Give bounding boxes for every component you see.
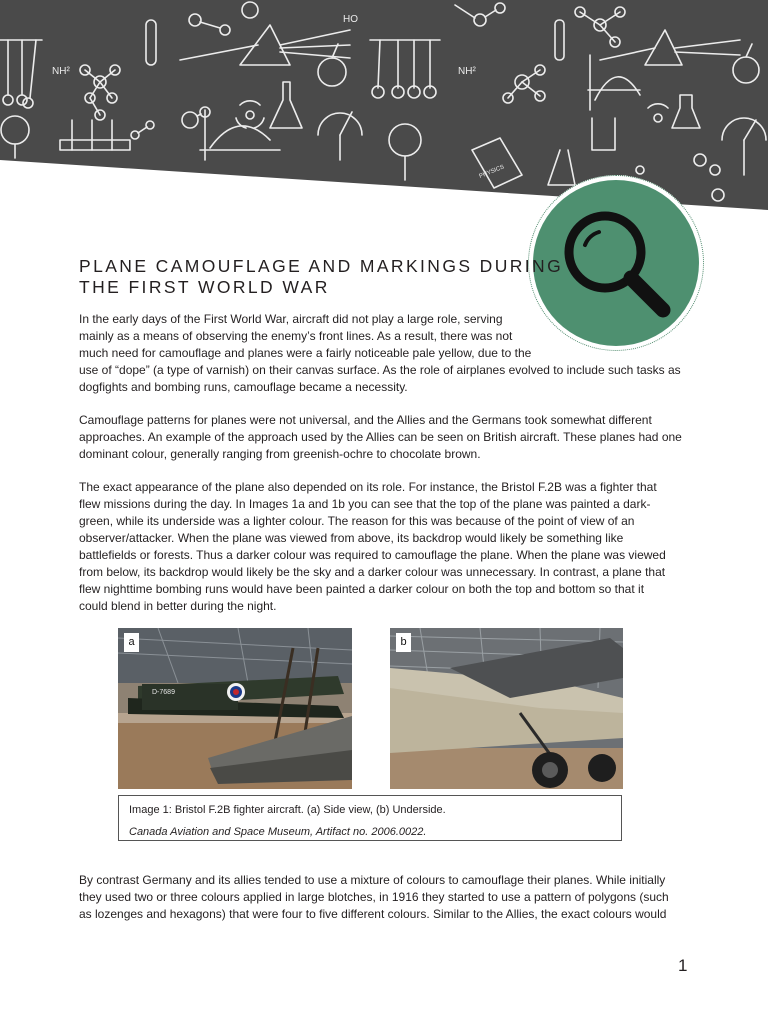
text-line: could blend in better during the night. [79,599,277,613]
text-line: flew missions during the day. In Images 1a and 1b you can see that the top of the plane was painted a dark- [79,497,651,511]
text-line: flew nighttime bombing runs would have been painted a darker colour on both the top and bottom so that it [79,582,645,596]
page-title [79,256,563,298]
text-line: dogfights and bombing runs, camouflage became a necessity. [79,380,408,394]
paragraph-intro [79,311,681,396]
text-line: Camouflage patterns for planes were not universal, and the Allies and the Germans took somewhat different [79,413,652,427]
text-line: observer/attacker. When the plane was viewed from above, its backdrop would likely be something like [79,531,624,545]
photo-side-view [118,628,352,789]
text-line: much need for camouflage and planes were a fairly noticeable pale yellow, due to the [79,346,532,360]
text-line: mainly as a means of observing the enemy’s front lines. As a result, there was not [79,329,513,343]
text-line: they used two or three colours applied in large blotches, in 1916 they started to use a pattern of polygons (such [79,890,669,904]
text-line: By contrast Germany and its allies tended to use a mixture of colours to camouflage their planes. While initially [79,873,666,887]
text-line: battlefields or forests. Thus a darker colour was required to camouflage the plane. When the plane was viewed [79,548,666,562]
image-label-b: b [396,633,411,652]
nh2-label: NH² [52,66,70,77]
ho-label: HO [343,14,358,25]
text-line: approaches. An example of the approach used by the Allies can be seen on British aircraft. These planes had one [79,430,682,444]
image-label-a: a [124,633,139,652]
tail-marking: D-7689 [152,689,175,696]
paragraph-allied-patterns [79,412,682,463]
text-line: from below, its backdrop would likely be the sky and a darker colour was unnecessary. In contrast, a plane that [79,565,666,579]
title-line: THE FIRST WORLD WAR [79,277,330,297]
text-line: dominant colour, generally ranging from greenish-ochre to chocolate brown. [79,447,481,461]
text-line: use of “dope” (a type of varnish) on their canvas surface. As the role of airplanes evolved to include such tasks as [79,363,681,377]
nh2-label-2: NH² [458,66,476,77]
paragraph-germany [79,872,669,923]
photo-underside [390,628,623,789]
paragraph-plane-role [79,479,666,615]
page-number: 1 [678,956,688,975]
image-caption [118,795,622,841]
physics-book-label: PHYSICS [478,164,506,180]
text-line: as lozenges and hexagons) that were four to five different colours. Similar to the Allies, the exact colours would [79,907,667,921]
caption-title: Image 1: Bristol F.2B fighter aircraft. (a) Side view, (b) Underside. [129,804,446,816]
text-line: In the early days of the First World War, aircraft did not play a large role, serving [79,312,503,326]
title-line: PLANE CAMOUFLAGE AND MARKINGS DURING [79,256,564,276]
text-line: green, while its underside was a lighter colour. The reason for this was because of the point of view of an [79,514,635,528]
caption-credit: Canada Aviation and Space Museum, Artifact no. 2006.0022. [129,826,427,838]
text-line: The exact appearance of the plane also depended on its role. For instance, the Bristol F.2B was a fighter that [79,480,657,494]
